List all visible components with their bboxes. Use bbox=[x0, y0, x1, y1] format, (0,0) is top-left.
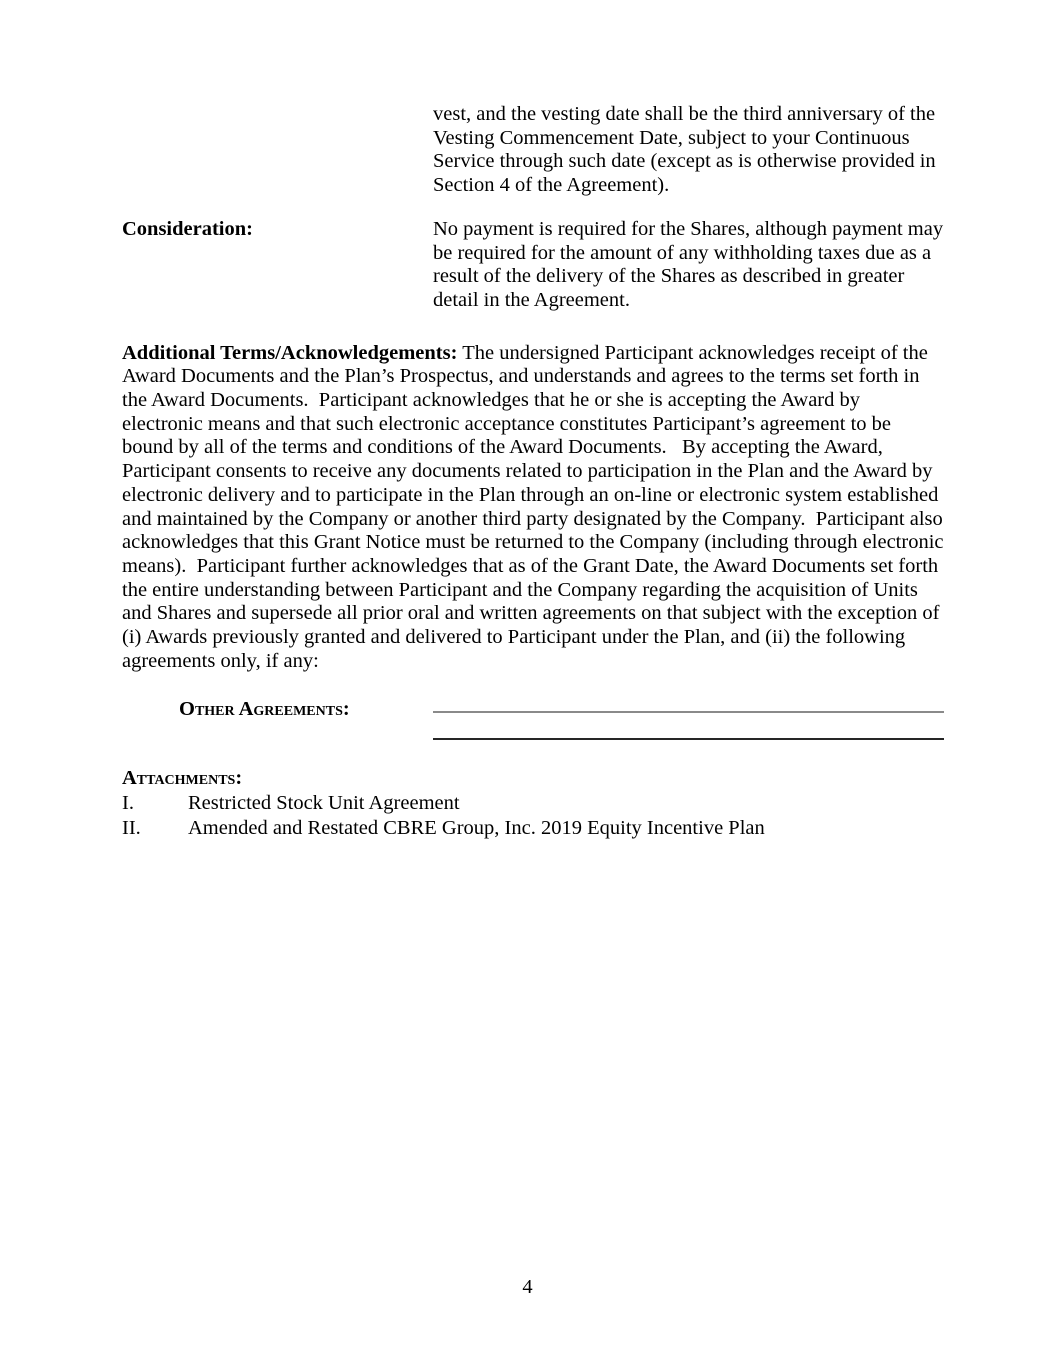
other-agreements-blank-lines bbox=[433, 698, 944, 740]
vesting-continuation-row bbox=[122, 103, 944, 198]
page-number: 4 bbox=[522, 1276, 533, 1298]
consideration-label: Consideration: bbox=[122, 217, 253, 240]
other-agreements-label: Other Agreements: bbox=[179, 698, 350, 721]
empty-label-column bbox=[122, 103, 433, 198]
consideration-row bbox=[122, 217, 949, 313]
attachments-label: Attachments: bbox=[122, 767, 243, 790]
grant-notice-rows bbox=[122, 103, 949, 313]
other-agreements-blank-line-1 bbox=[433, 698, 944, 713]
attachment-2-title: Amended and Restated CBRE Group, Inc. 2019 Equity Incentive Plan bbox=[188, 816, 765, 839]
other-agreements-blank-line-2 bbox=[433, 713, 944, 740]
additional-terms-text: The undersigned Participant acknowledges receipt of the Award Documents and the Plan’s Prospectus, and understands and agrees to the terms set forth in the Award Documents. Participant acknowledges that he or she is accepting the Award by electronic means and that such electronic acceptance constitutes Participant’s agreement to be bound by all of the terms and conditions of the Award Documents. By accepting the Award, Participant consents to receive any documents related to participation in the Plan and the Award by electronic delivery and to participate in the Plan through an on-line or electronic system established and maintained by the Company or another third party designated by the Company. Participant also acknowledges that this Grant Notice must be returned to the Company (including through electronic means). Participant further acknowledges that as of the Grant Date, the Award Documents set forth the entire understanding between Participant and the Company regarding the acquisition of Units and Shares and supersede all prior oral and written agreements on that subject with the exception of (i) Awards previously granted and delivered to Participant under the Plan, and (ii) the following agreements only, if any: bbox=[122, 341, 949, 672]
attachment-item-2 bbox=[122, 817, 944, 841]
attachment-item-1 bbox=[122, 792, 944, 816]
additional-terms-label: Additional Terms/Acknowledgements: bbox=[122, 341, 458, 364]
consideration-text: No payment is required for the Shares, although payment may be required for the amount of any withholding taxes due as a result of the delivery of the Shares as described in greater detail in the Agreement. bbox=[433, 217, 949, 311]
vesting-continuation-text: vest, and the vesting date shall be the third anniversary of the Vesting Commencement Date, subject to your Continuous Service through such date (except as is otherwise provided in Section 4 of the Agreement). bbox=[433, 103, 941, 197]
other-agreements-row bbox=[122, 698, 944, 740]
attachment-2-numeral: II. bbox=[122, 816, 141, 839]
attachments-section bbox=[122, 767, 944, 840]
attachment-1-title: Restricted Stock Unit Agreement bbox=[188, 792, 460, 815]
additional-terms-paragraph bbox=[122, 341, 949, 674]
page-content bbox=[122, 103, 949, 841]
attachment-1-numeral: I. bbox=[122, 792, 134, 815]
